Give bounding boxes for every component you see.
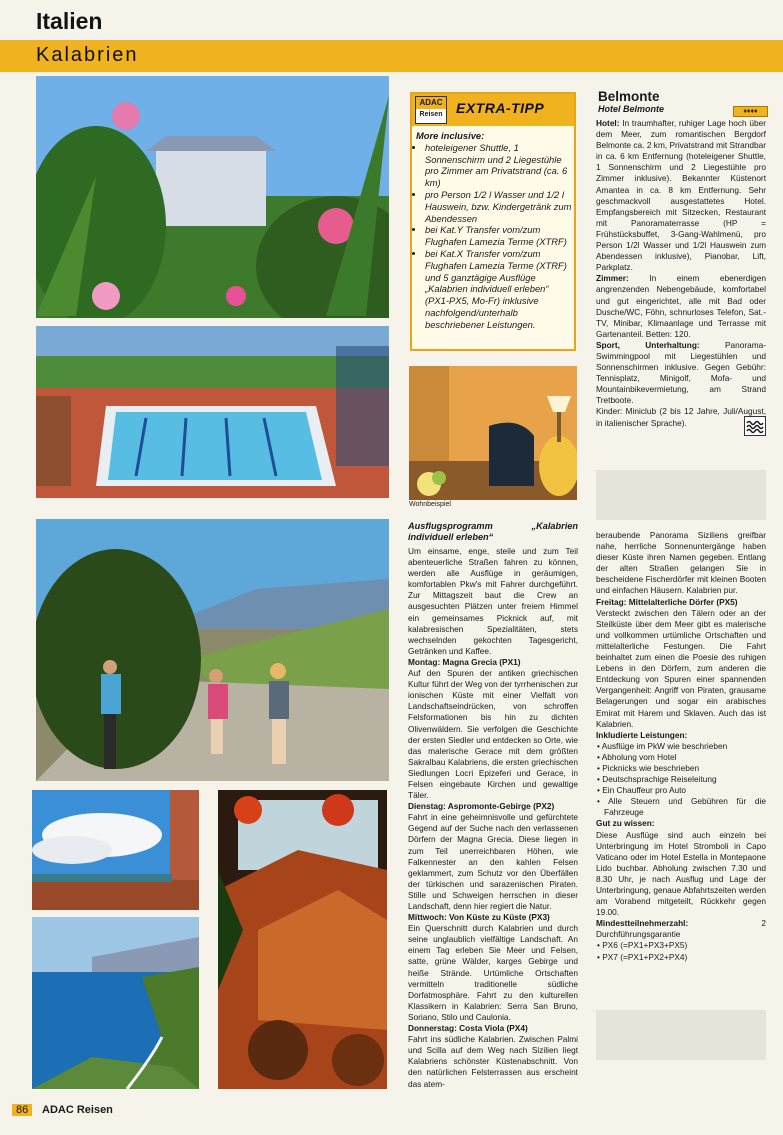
extra-tip-box bbox=[410, 92, 576, 351]
included-item: • Ausflüge im PkW wie beschrieben bbox=[597, 740, 728, 751]
extra-tip-title: EXTRA-TIPP bbox=[456, 100, 545, 116]
photo-hikers bbox=[36, 519, 389, 781]
extra-tip-item: • pro Person 1/2 l Wasser und 1/2 l Hauswein, bzw. Kindergetränk zum Abendessen bbox=[425, 189, 572, 224]
hotel-rating-icon: ♦♦♦♦ bbox=[733, 106, 768, 117]
photo-mountain-village bbox=[218, 790, 387, 1089]
hotel-place: Belmonte bbox=[598, 89, 660, 104]
photo-garden-bungalow bbox=[36, 76, 389, 318]
excursion-intro: Um einsame, enge, steile und zum Teil abenteuerliche Straßen fahren zu können, werden alle Ausflüge in geräumigen, komfortablen Pkw's mit Fahrer durchgeführt. Zur Mittagszeit baut die Crew an ausgesuchten Plätzen unter freiem Himmel ein gemeinsames Picknick auf, mit kalabresischen Spezialitäten, stets wechselnden gekochten Tagesgericht, Getränken und Kaffee. bbox=[408, 546, 578, 656]
good-to-know-heading: Gut zu wissen: bbox=[596, 818, 655, 829]
beach-wave-icon bbox=[744, 416, 766, 436]
costa-viola-continued: beraubende Panorama Siziliens greifbar nahe, herrliche Sonnenuntergänge haben dieser Küste ihren Namen gegeben. Entlang der alten Straßen gelangen Sie in bescheidene Fischerdörfer mit kleinen Booten und einfachen Häusern. Kalabrien pur. bbox=[596, 530, 766, 596]
package-item: • PX6 (=PX1+PX3+PX5) bbox=[597, 940, 688, 951]
extra-tip-body bbox=[416, 130, 572, 331]
included-heading: Inkludierte Leistungen: bbox=[596, 729, 688, 740]
hotel-section-heading: Hotel: bbox=[596, 118, 620, 128]
extra-tip-item: • hoteleigener Shuttle, 1 Sonnenschirm und 2 Liegestühle pro Zimmer am Privatstrand (ca. 6 km) bbox=[425, 142, 572, 189]
included-item: • Picknicks wie beschrieben bbox=[597, 762, 700, 773]
faded-area bbox=[596, 470, 766, 520]
page-number: 86 bbox=[12, 1104, 32, 1116]
excursion-day-text: Fahrt ins südliche Kalabrien. Zwischen Palmi und Scilla auf dem Weg nach Sizilien liegt Kalabriens schönster Küstenabschnitt. Von den natürlichen Felsterrassen aus erscheint das atem- bbox=[408, 1034, 578, 1089]
extra-tip-header bbox=[412, 94, 574, 126]
hotel-section-heading: Sport, Unterhaltung: bbox=[596, 339, 700, 350]
photo-castle-wall bbox=[32, 790, 199, 910]
excursion-column bbox=[408, 521, 578, 1090]
photo-caption: Wohnbeispiel bbox=[409, 501, 451, 508]
footer-brand: ADAC Reisen bbox=[42, 1104, 113, 1116]
excursion-title: Ausflugsprogramm „Kalabrien individuell erleben“ bbox=[408, 521, 578, 542]
excursion-day-text: Ein Querschnitt durch Kalabrien und durch seine unglaublich vielfältige Landschaft. An einem Tag erleben Sie Meer und Felsen, satte, grüne Wälder, karges Gebirge und heiße Strände. Urtümliche Ortschaften vermitteln traditionelle südliche Dorfatmosphäre. Fahrt zu den kulturellen Klassikern in Kalabrien: Serra San Bruno, Soriano, Stilo und Caulonia. bbox=[408, 923, 578, 1022]
extra-tip-intro: More inclusive: bbox=[416, 130, 485, 141]
hotel-section-text: In einem ebenerdigen angrenzenden Nebengebäude, komfortabel und gut eingerichtet, alle mit Bad oder Dusche/WC, Föhn, schnurloses Telefon, Sat.-TV, Minibar, Klimaanlage und Terrasse mit Gartenanteil. Betten: 120. bbox=[596, 273, 767, 339]
included-item: • Ein Chauffeur pro Auto bbox=[597, 785, 687, 796]
excursion-day-heading: Dienstag: Aspromonte-Gebirge (PX2) bbox=[408, 801, 555, 812]
excursion-day-heading: Mittwoch: Von Küste zu Küste (PX3) bbox=[408, 912, 550, 923]
page-country: Italien bbox=[36, 8, 103, 34]
hotel-section-heading: Zimmer: bbox=[596, 273, 629, 284]
hotel-description bbox=[596, 118, 766, 429]
page-region: Kalabrien bbox=[36, 44, 139, 66]
photo-hotel-room bbox=[409, 366, 577, 500]
extra-tip-item: • bei Kat.Y Transfer vom/zum Flughafen Lamezia Terme (XTRF) bbox=[425, 224, 572, 248]
extra-tip-item: • bei Kat.X Transfer vom/zum Flughafen Lamezia Terme (XTRF) und 5 ganztägige Ausflüge „Kalabrien individuell erleben“ (PX1-PX5, Mo-Fr) inklusive nachfolgend/unterhalb beschriebener Leistungen. bbox=[425, 248, 572, 331]
hotel-section-text: Panorama-Swimmingpool mit Liegestühlen und Sonnenschirmen inklusive. Gegen Gebühr: Tennisplatz, Minigolf, Mofa- und Mountainbikevermietung, am Strand Tretboote. bbox=[596, 339, 767, 406]
min-participants-heading: Mindestteilnehmerzahl: bbox=[596, 918, 689, 929]
photo-swimming-pool bbox=[36, 326, 389, 498]
excursion-day-text: Versteckt zwischen den Tälern oder an der Steilküste über dem Meer gibt es malerische und vollkommen urtümliche Ortschaften und mittelalterliche Festungen. Die Fahrt beinhaltet zum einen die Poesie des ruhigen Lebens in den Dörfern, zum anderen die Entdeckung von Spuren einer spannenden Vergangenheit: Angriff von Piraten, grausame Belagerungen und sogar ein arabisches Emirat mit Harem und Sklaven. Auch das ist Kalabrien. bbox=[596, 607, 766, 729]
excursion-day-heading: Donnerstag: Costa Viola (PX4) bbox=[408, 1023, 528, 1034]
included-item: • Deutschsprachige Reiseleitung bbox=[597, 774, 717, 785]
excursion-continuation bbox=[596, 530, 766, 963]
excursion-day-heading: Freitag: Mittelalterliche Dörfer (PX5) bbox=[596, 596, 738, 607]
included-item: • Alle Steuern und Gebühren für die Fahrzeuge bbox=[597, 796, 766, 818]
hotel-section-text: Kinder: Miniclub (2 bis 12 Jahre, Juli/August, in italienischer Sprache). bbox=[596, 406, 766, 428]
excursion-day-text: Fahrt in eine geheimnisvolle und gefürchtete Gegend auf der Suche nach den verlassenen Dörfern der Magna Grecia. Diese liegen in zum Teil unerreichbaren Höhen, wie Falkennester an den kahlen Felsen geklammert, zum Schutz vor den Überfällen der türkischen und sarazenischen Piraten. Stille und Schweigen herrschen in dieser Landschaft, denn hier regiert die Natur. bbox=[408, 812, 578, 911]
adac-logo: ADAC Reisen bbox=[415, 96, 447, 124]
good-to-know-text: Diese Ausflüge sind auch einzeln bei Unterbringung im Hotel Stromboli in Capo Vaticano oder im Hotel Estella in Montepaone Lido buchbar. Abholung zwischen 7.30 und 8.30 Uhr, je nach Ausflug und Lage der Unterbringung, genaue Abfahrtszeiten werden am Vorabend mitgeteilt, Rückkehr gegen 19.00. bbox=[596, 829, 766, 918]
included-item: • Abholung vom Hotel bbox=[597, 751, 677, 762]
excursion-day-text: Auf den Spuren der antiken griechischen Kultur führt der Weg von der tyrrhenischen zur ionischen Küste mit einer Vielfalt von Landschaftseindrücken, von schroffen Felsformationen bis hin zu dichten Olivenwäldern. Sie verfolgen die Geschichte der ersten Siedler und entdecken so Orte, wie das malerische Gerace mit dem größten Sakralbau Kalabriens, die ersten griechischen Siedlungen Locri Epizeferi und Gerace, in Felsen eingebaute Kirchen und gewaltige Täler. bbox=[408, 668, 579, 801]
hotel-section-text: In traumhafter, ruhiger Lage hoch über dem Meer, zum romantischen Bergdorf Belmonte ca. 2 km, Privatstrand mit Strandbar in ca. 6 km Entfernung (hoteleigener Shuttle, 1 Sonnenschirm und 2 Liegestühle pro Zimmer inklusive). Bekannter Küstenort Amantea in ca. 8 km Entfernung. Sehr geschmackvoll ausgestattetes Hotel. Empfangsbereich mit Sitzecken, Restaurant mit Panoramaterrasse (HP = Frühstücksbuffet, 3-Gang-Wahlmenü, pro Person 1/2l Wasser und 1/2l Hauswein zum Abendessen inklusive), Pianobar, Lift, Parkplatz. bbox=[596, 118, 766, 273]
excursion-day-heading: Montag: Magna Grecia (PX1) bbox=[408, 656, 521, 667]
package-item: • PX7 (=PX1+PX2+PX4) bbox=[597, 951, 688, 962]
photo-coastline bbox=[32, 917, 199, 1089]
min-participants-text: 2 Durchführungsgarantie bbox=[596, 918, 766, 940]
hotel-name: Hotel Belmonte bbox=[598, 104, 665, 114]
faded-area bbox=[596, 1010, 766, 1060]
